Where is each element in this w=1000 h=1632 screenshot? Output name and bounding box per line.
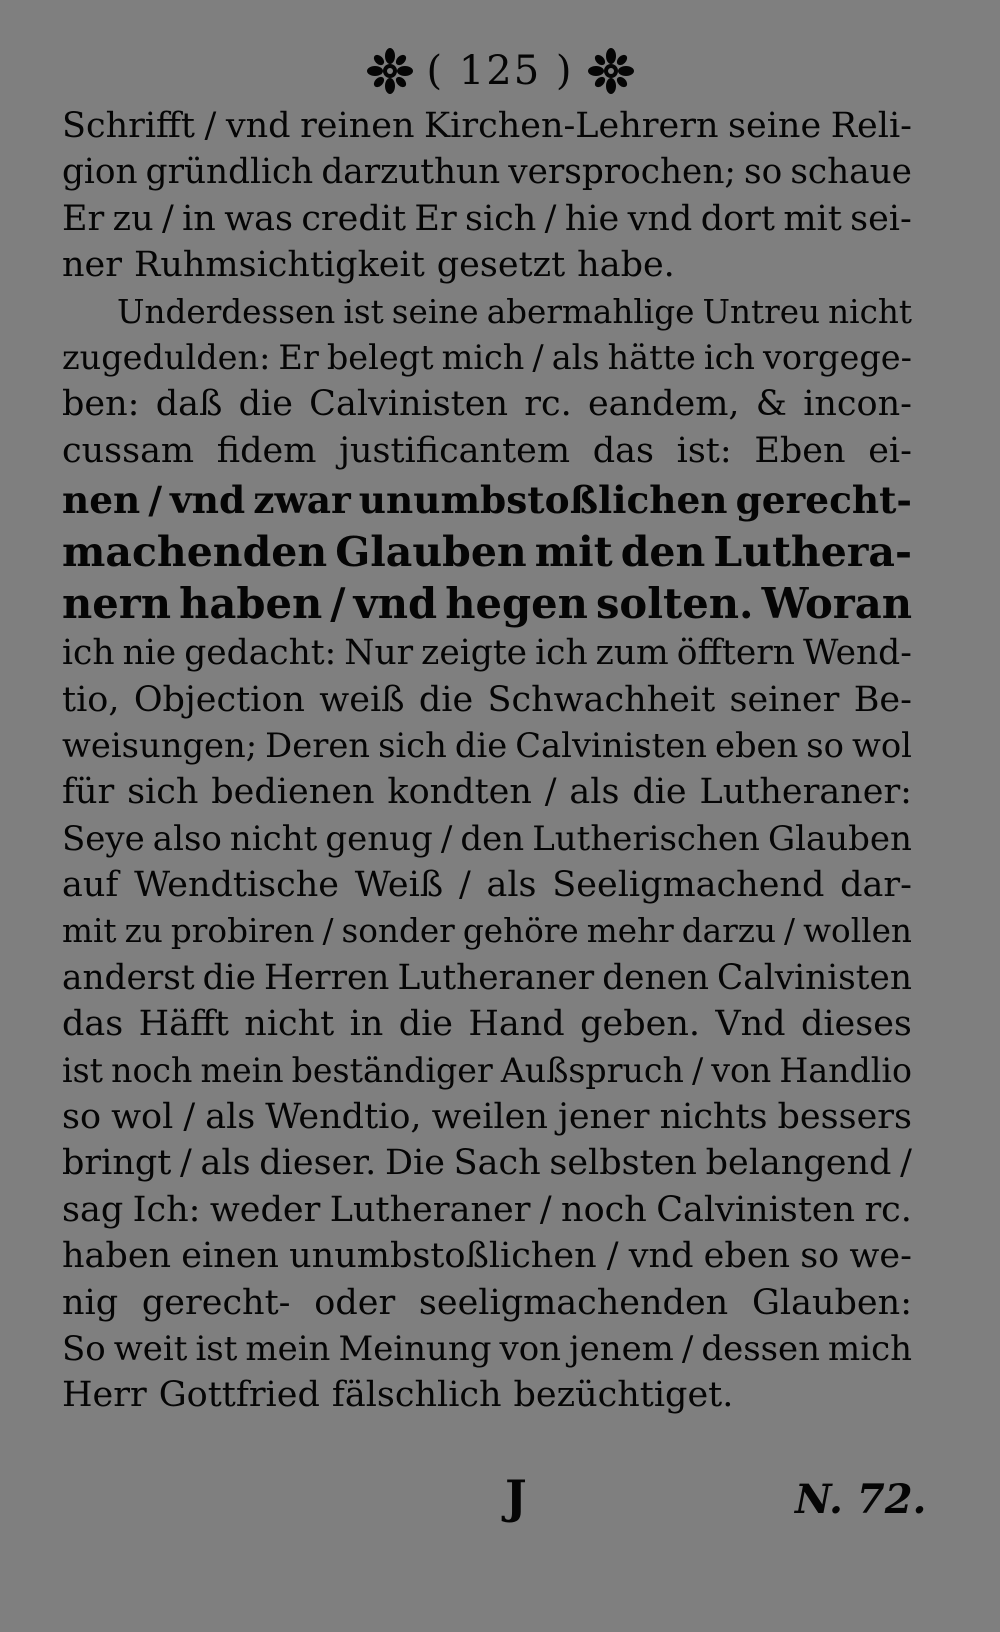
right-ornament-icon [588, 48, 634, 94]
text-line: anderst die Herren Lutheraner denen Calvinisten [62, 957, 912, 998]
text-line: zugedulden: Er belegt mich / als hätte ich vorgege- [62, 337, 912, 377]
text-line: nig gerecht- oder seeligmachenden Glauben: [62, 1282, 912, 1323]
page-number: ( 125 ) [426, 48, 574, 94]
text-line-emphasis: machenden Glauben mit den Luthera- [62, 528, 912, 577]
text-line-emphasis: nern haben / vnd hegen solten. Woran [62, 579, 912, 629]
text-line: gion gründlich darzuthun versprochen; so schaue [62, 152, 912, 193]
text-line: Schrifft / vnd reinen Kirchen-Lehrern seine Reli- [62, 106, 912, 146]
page-header [0, 48, 1000, 94]
text-line: ich nie gedacht: Nur zeigte ich zum öfftern Wend- [62, 633, 912, 674]
text-line: ner Ruhmsichtigkeit gesetzt habe. [62, 245, 675, 286]
text-line: Seye also nicht genug / den Lutherischen Glauben [62, 818, 912, 859]
text-line: so wol / als Wendtio, weilen jener nichts bessers [62, 1097, 912, 1138]
text-line: für sich bedienen kondten / als die Lutheraner: [62, 772, 912, 813]
text-line: ben: daß die Calvinisten rc. eandem, & incon- [62, 384, 912, 425]
text-line: Herr Gottfried fälschlich bezüchtiget. [62, 1375, 734, 1416]
text-line: auf Wendtische Weiß / als Seeligmachend dar- [62, 865, 912, 906]
text-line: cussam fidem justificantem das ist: Eben ei- [62, 430, 912, 471]
body-text [62, 103, 912, 1419]
text-line: Er zu / in was credit Er sich / hie vnd dort mit sei- [62, 198, 912, 239]
catchword: N. 72. [795, 1476, 927, 1523]
text-line: mit zu probiren / sonder gehöre mehr darzu / wollen [62, 912, 912, 951]
page-footer [0, 1470, 1000, 1530]
text-line: sag Ich: weder Lutheraner / noch Calvinisten rc. [62, 1189, 912, 1230]
text-line: bringt / als dieser. Die Sach selbsten belangend / [62, 1143, 912, 1184]
text-line: haben einen unumbstoßlichen / vnd eben so we- [62, 1236, 912, 1277]
text-line-emphasis: nen / vnd zwar unumbstoßlichen gerecht- [62, 478, 912, 523]
text-line: weisungen; Deren sich die Calvinisten eben so wol [62, 725, 912, 765]
text-line: ist noch mein beständiger Außspruch / von Handlio [62, 1050, 912, 1090]
left-ornament-icon [367, 48, 413, 94]
text-line: So weit ist mein Meinung von jenem / dessen mich [62, 1328, 912, 1369]
text-line: tio, Objection weiß die Schwachheit seiner Be- [62, 679, 912, 720]
text-line: das Häfft nicht in die Hand geben. Vnd dieses [62, 1004, 912, 1045]
text-line: Underdessen ist seine abermahlige Untreu nicht [117, 292, 912, 331]
signature-mark: J [505, 1470, 527, 1524]
